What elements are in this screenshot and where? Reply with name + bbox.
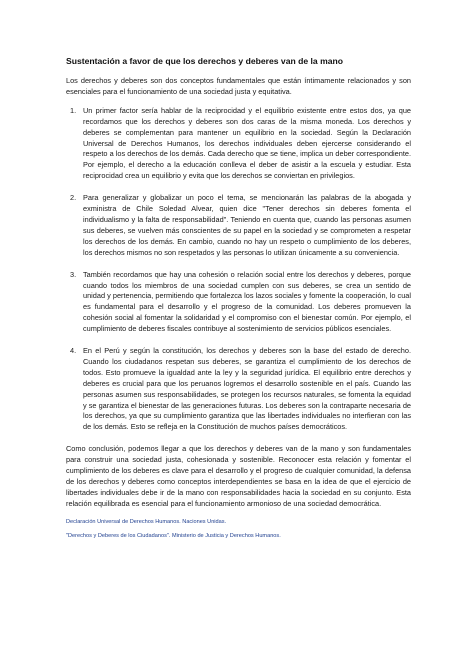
list-item xyxy=(66,270,411,335)
list-item-text: Un primer factor sería hablar de la reciprocidad y el equilibrio existente entre estos dos, ya que recordamos que los derechos y deberes son dos caras de la misma moneda. Los derechos y deberes se complementan para mantener un equilibrio en la sociedad. Según la Declaración Universal de Derechos Humanos, los derechos individuales deben ejercerse considerando el respeto a los derechos de los demás. Cada derecho que se tiene, implica un deber correspondiente. Por ejemplo, el derecho a la educación conlleva el deber de asistir a la escuela y estudiar. Esta reciprocidad crea un equilibrio y evita que los derechos se conviertan en privilegios. xyxy=(83,105,411,181)
list-item xyxy=(66,106,411,182)
reference-link[interactable]: "Derechos y Deberes de los Ciudadanos". Ministerio de Justicia y Derechos Humanos. xyxy=(66,532,281,539)
list-item-number: 1. xyxy=(70,105,77,115)
reference-link[interactable]: Declaración Universal de Derechos Humanos. Naciones Unidas. xyxy=(66,518,227,525)
list-item-text: En el Perú y según la constitución, los derechos y deberes son la base del estado de derecho. Cuando los ciudadanos respetan sus deberes, se garantiza el cumplimiento de los derechos de todos. Esto promueve la igualdad ante la ley y la seguridad jurídica. El equilibrio entre derechos y deberes es crucial para que los peruanos logremos el desarrollo sostenible en el país. Cuando las personas asumen sus responsabilidades, se protegen los recursos naturales, se fomenta la equidad y se garantiza el bienestar de las generaciones futuras. Los deberes son la contraparte necesaria de los derechos, ya que su cumplimiento garantiza que las libertades individuales no interfieran con las de los demás. Esto se refleja en la Constitución de muchos países democráticos. xyxy=(83,346,411,432)
argument-list xyxy=(66,106,411,433)
document-title: Sustentación a favor de que los derechos y deberes van de la mano xyxy=(66,56,344,66)
list-item-text: También recordamos que hay una cohesión o relación social entre los derechos y deberes, porque cuando todos los miembros de una sociedad cumplen con sus deberes, se crea un sentido de unidad y pertenencia, permitiendo que fortalezca los lazos sociales y fomente la cooperación, lo cual es fundamental para el desarrollo y el progreso de la comunidad. Los deberes promueven la cohesión social al fomentar la solidaridad y el compromiso con el bienestar común. Por ejemplo, el cumplimiento de deberes fiscales contribuye al sostenimiento de servicios públicos esenciales. xyxy=(83,269,411,334)
list-item-number: 2. xyxy=(70,193,77,203)
list-item xyxy=(66,346,411,433)
intro-paragraph: Los derechos y deberes son dos conceptos fundamentales que están íntimamente relacionados y son esenciales para el funcionamiento de una sociedad justa y equitativa. xyxy=(66,76,411,96)
references xyxy=(66,518,411,540)
conclusion-paragraph: Como conclusión, podemos llegar a que los derechos y deberes van de la mano y son fundamentales para construir una sociedad justa, cohesionada y sostenible. Reconocer esta relación y fomentar el cumplimiento de los deberes es clave para el desarrollo y el progreso de cualquier comunidad, la defensa de los derechos y deberes como conceptos interdependientes se basa en la idea de que el ejercicio de libertades individuales debe ir de la mano con responsabilidades hacia la sociedad en su conjunto. Esta relación equilibrada es esencial para el funcionamiento armonioso de una sociedad democrática. xyxy=(66,444,411,508)
list-item-number: 3. xyxy=(70,269,77,279)
document-page xyxy=(66,56,411,546)
list-item-text: Para generalizar y globalizar un poco el tema, se mencionarán las palabras de la abogada y exministra de Chile Soledad Alvear, quien dice "Tener derechos sin deberes fomenta el individualismo y la falta de responsabilidad". Teniendo en cuenta que, cuando las personas asumen sus deberes, se vuelven más conscientes de su papel en la sociedad y se comprometen a respetar los derechos de los demás. En cambio, cuando no hay un respeto o cumplimiento de los deberes, los derechos mismos no son respetados y las personas lo utilizan únicamente a su conveniencia. xyxy=(83,193,411,257)
list-item xyxy=(66,193,411,258)
list-item-number: 4. xyxy=(70,346,77,356)
